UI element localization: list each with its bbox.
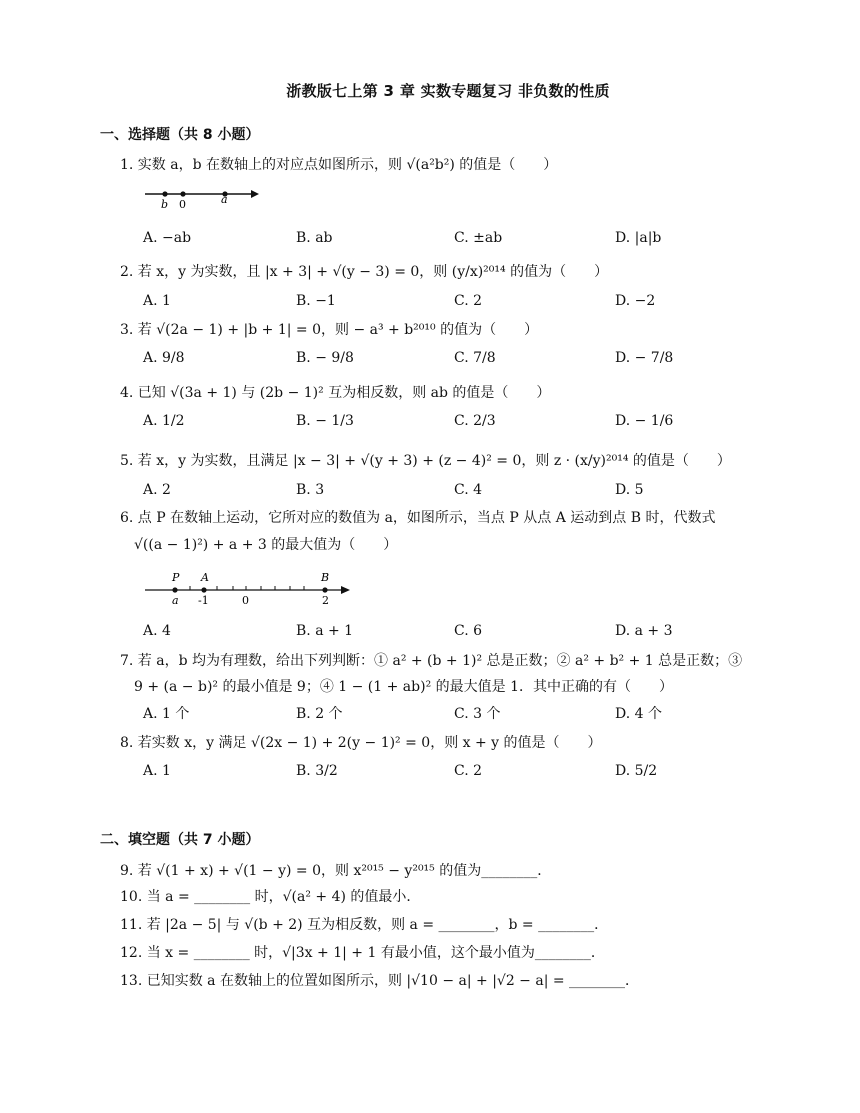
option-d[interactable]: D. 5 [615, 482, 644, 498]
option-a[interactable]: A. −ab [143, 230, 192, 246]
fig6-label-a: a [172, 594, 179, 607]
fig6-label-0: 0 [242, 594, 249, 607]
question-6-stem-line2: √((a − 1)²) + a + 3 的最大值为（ ） [134, 537, 398, 553]
option-b[interactable]: B. − 9/8 [296, 350, 354, 366]
question-6-stem: 6. 点 P 在数轴上运动，它所对应的数值为 a，如图所示，当点 P 从点 A 运动到点 B 时，代数式 [120, 510, 716, 526]
question-8-options [143, 763, 783, 785]
page-title: 浙教版七上第 3 章 实数专题复习 非负数的性质 [286, 82, 610, 100]
question-5-stem: 5. 若 x，y 为实数，且满足 |x − 3| + √(y + 3) + (z − 4)² = 0，则 z · (x/y)²⁰¹⁴ 的值是（ ） [120, 453, 731, 469]
option-b[interactable]: B. −1 [296, 293, 336, 309]
fill-question-12: 12. 当 x = ________ 时，√|3x + 1| + 1 有最小值，这个最小值为________． [120, 945, 605, 961]
option-d[interactable]: D. a + 3 [615, 623, 673, 639]
option-c[interactable]: C. 4 [454, 482, 483, 498]
option-a[interactable]: A. 1 [143, 293, 171, 309]
question-1-options [143, 230, 783, 252]
question-7-stem-line2: 9 + (a − b)² 的最小值是 9；④ 1 − (1 + ab)² 的最大值是 1．其中正确的有（ ） [134, 679, 673, 695]
option-a[interactable]: A. 9/8 [143, 350, 185, 366]
option-c[interactable]: C. 7/8 [454, 350, 496, 366]
option-d[interactable]: D. 5/2 [615, 763, 658, 779]
fill-question-13: 13. 已知实数 a 在数轴上的位置如图所示，则 |√10 − a| + |√2 − a| = ________． [120, 973, 640, 989]
fill-question-10: 10. 当 a = ________ 时，√(a² + 4) 的值最小． [120, 889, 421, 905]
option-c[interactable]: C. 2 [454, 763, 483, 779]
fig6-label-A: A [201, 571, 209, 584]
option-d[interactable]: D. 4 个 [615, 706, 662, 722]
question-6-options [143, 623, 783, 645]
fig6-label-B: B [321, 571, 330, 584]
question-4-stem: 4. 已知 √(3a + 1) 与 (2b − 1)² 互为相反数，则 ab 的值是（ ） [120, 385, 551, 401]
fig6-label-2: 2 [322, 594, 329, 607]
option-d[interactable]: D. −2 [615, 293, 656, 309]
option-a[interactable]: A. 1 个 [143, 706, 190, 722]
option-d[interactable]: D. − 7/8 [615, 350, 674, 366]
fig1-label-0: 0 [179, 198, 186, 211]
option-b[interactable]: B. 2 个 [296, 706, 343, 722]
question-5-options [143, 482, 783, 504]
fill-question-9: 9. 若 √(1 + x) + √(1 − y) = 0，则 x²⁰¹⁵ − y²⁰¹⁵ 的值为________． [120, 863, 552, 879]
question-3-options [143, 350, 783, 372]
option-c[interactable]: C. 2 [454, 293, 483, 309]
number-line-figure-6 [143, 570, 358, 608]
option-b[interactable]: B. 3/2 [296, 763, 338, 779]
question-8-stem: 8. 若实数 x，y 满足 √(2x − 1) + 2(y − 1)² = 0，则 x + y 的值是（ ） [120, 735, 602, 751]
fig6-label-P: P [172, 571, 180, 584]
option-a[interactable]: A. 1/2 [143, 413, 185, 429]
fill-question-11: 11. 若 |2a − 5| 与 √(b + 2) 互为相反数，则 a = ________，b = ________． [120, 917, 609, 933]
option-c[interactable]: C. 3 个 [454, 706, 501, 722]
question-1-stem: 1. 实数 a，b 在数轴上的对应点如图所示，则 √(a²b²) 的值是（ ） [120, 157, 558, 173]
question-7-stem: 7. 若 a，b 均为有理数，给出下列判断：① a² + (b + 1)² 总是正数；② a² + b² + 1 总是正数；③ [120, 653, 743, 669]
option-c[interactable]: C. 6 [454, 623, 483, 639]
question-3-stem: 3. 若 √(2a − 1) + |b + 1| = 0，则 − a³ + b²⁰¹⁰ 的值为（ ） [120, 322, 539, 338]
fig1-label-b: b [161, 198, 169, 211]
section-heading-fill: 二、填空题（共 7 小题） [100, 832, 260, 848]
option-a[interactable]: A. 4 [143, 623, 171, 639]
question-2-options [143, 293, 783, 315]
question-7-options [143, 703, 783, 725]
question-2-stem: 2. 若 x，y 为实数，且 |x + 3| + √(y − 3) = 0，则 (y/x)²⁰¹⁴ 的值为（ ） [120, 264, 609, 280]
option-c[interactable]: C. ±ab [454, 230, 503, 246]
section-heading-choice: 一、选择题（共 8 小题） [100, 127, 260, 143]
option-b[interactable]: B. − 1/3 [296, 413, 354, 429]
option-d[interactable]: D. |a|b [615, 230, 662, 246]
option-a[interactable]: A. 1 [143, 763, 171, 779]
option-b[interactable]: B. 3 [296, 482, 325, 498]
number-line-figure-1 [143, 186, 263, 212]
fig6-label-neg1: -1 [198, 594, 209, 607]
fig1-label-a: a [221, 193, 228, 206]
option-b[interactable]: B. ab [296, 230, 333, 246]
option-c[interactable]: C. 2/3 [454, 413, 496, 429]
option-a[interactable]: A. 2 [143, 482, 171, 498]
question-4-options [143, 413, 783, 435]
option-d[interactable]: D. − 1/6 [615, 413, 674, 429]
option-b[interactable]: B. a + 1 [296, 623, 354, 639]
